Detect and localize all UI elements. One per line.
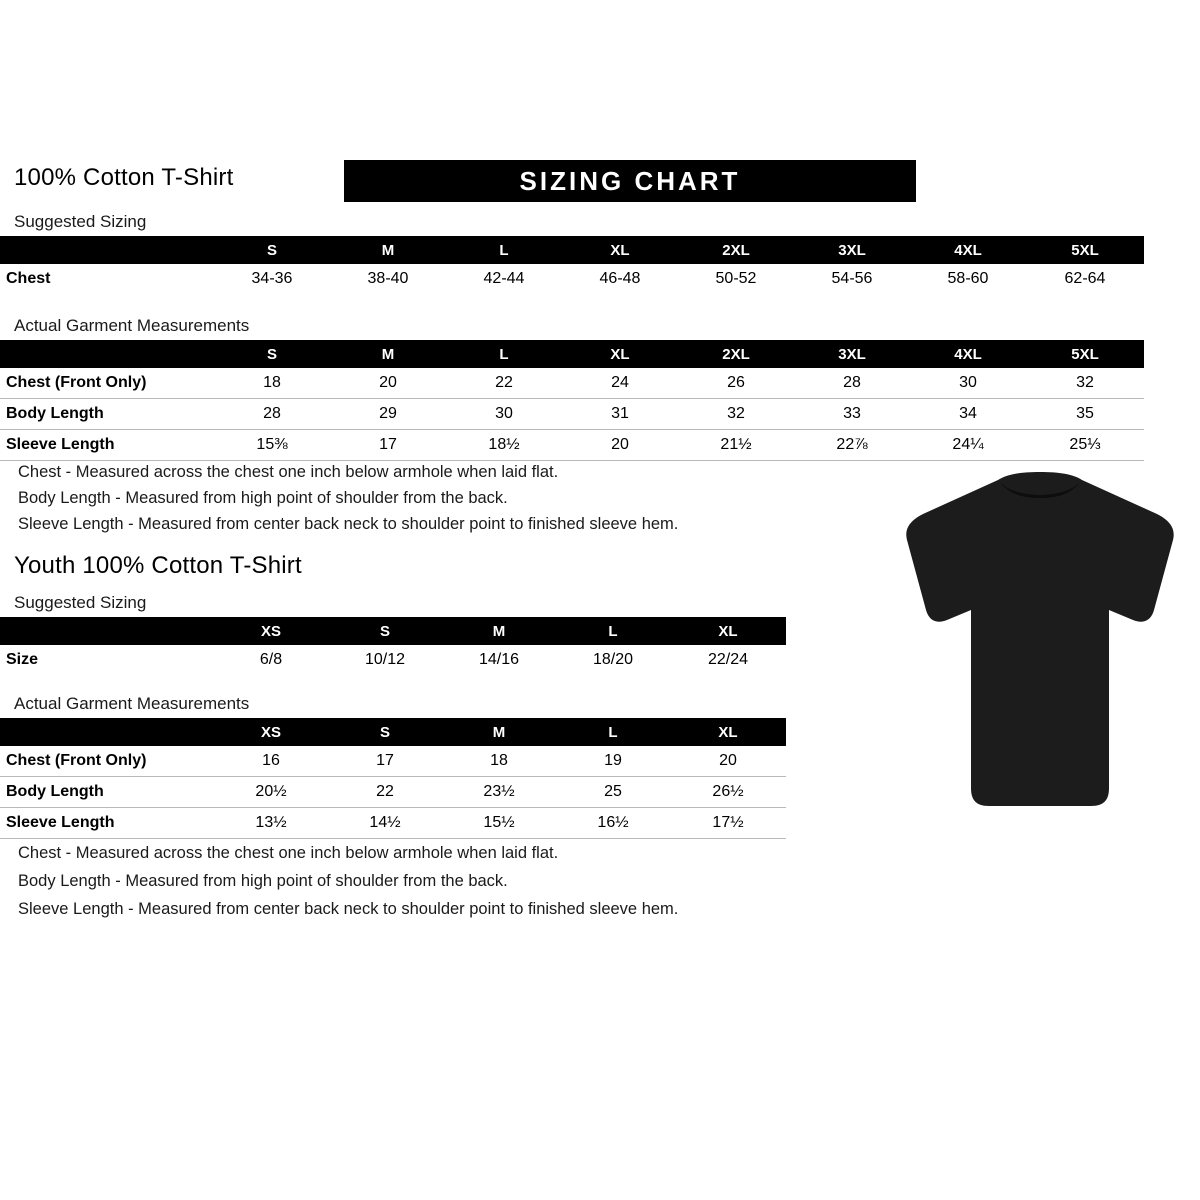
cell-chestfront-xl: 20 [670,746,786,777]
cell-chestfront-xl: 24 [562,368,678,399]
table-row [0,264,1144,294]
cell-bodylength-l: 30 [446,399,562,430]
col-header-l: L [556,617,670,645]
col-header-s: S [328,718,442,746]
cell-sleevelength-2xl: 21½ [678,430,794,461]
col-header-xl: XL [562,236,678,264]
youth-note-body-length: Body Length - Measured from high point of shoulder from the back. [18,872,508,890]
col-header-m: M [330,236,446,264]
col-header-s: S [328,617,442,645]
adult-actual-measurements-table [0,340,1144,461]
cell-sleevelength-xs: 13½ [214,808,328,839]
cell-chest-4xl: 58-60 [947,270,989,287]
page-title: 100% Cotton T-Shirt [14,164,234,191]
youth-actual-measurements-label: Actual Garment Measurements [14,694,250,713]
row-label-chest-front-only: Chest (Front Only) [0,368,214,399]
cell-chestfront-m: 18 [442,746,556,777]
col-header-2xl: 2XL [678,340,794,368]
cell-chest-l: 42-44 [483,270,525,287]
cell-size-s: 10/12 [364,651,406,668]
col-header-blank [0,340,214,368]
adult-note-body-length: Body Length - Measured from high point of shoulder from the back. [18,489,508,507]
cell-sleevelength-s: 15⅜ [214,430,330,461]
col-header-blank [0,617,214,645]
cell-bodylength-m: 29 [330,399,446,430]
col-header-xl: XL [562,340,678,368]
cell-chestfront-m: 20 [330,368,446,399]
cell-bodylength-xs: 20½ [214,777,328,808]
col-header-xs: XS [214,617,328,645]
cell-chest-2xl: 50-52 [715,270,757,287]
cell-chestfront-xs: 16 [214,746,328,777]
cell-chestfront-s: 17 [328,746,442,777]
youth-section-title: Youth 100% Cotton T-Shirt [14,552,302,579]
table-header-row [0,236,1144,264]
col-header-l: L [446,340,562,368]
cell-bodylength-xl: 26½ [670,777,786,808]
sizing-chart-banner [344,160,916,202]
cell-size-xl: 22/24 [707,651,749,668]
col-header-2xl: 2XL [678,236,794,264]
col-header-blank [0,718,214,746]
cell-chest-3xl: 54-56 [831,270,873,287]
cell-bodylength-l: 25 [556,777,670,808]
cell-chest-m: 38-40 [367,270,409,287]
cell-sleevelength-m: 15½ [442,808,556,839]
adult-suggested-sizing-label: Suggested Sizing [14,212,147,231]
col-header-3xl: 3XL [794,340,910,368]
cell-bodylength-s: 28 [214,399,330,430]
col-header-4xl: 4XL [910,340,1026,368]
cell-bodylength-xl: 31 [562,399,678,430]
col-header-m: M [330,340,446,368]
cell-sleevelength-l: 16½ [556,808,670,839]
cell-sleevelength-3xl: 22⅞ [794,430,910,461]
cell-chestfront-3xl: 28 [794,368,910,399]
youth-note-sleeve-length: Sleeve Length - Measured from center back neck to shoulder point to finished sleeve hem. [18,900,679,918]
adult-suggested-sizing-table [0,236,1144,294]
row-label-body-length: Body Length [0,777,214,808]
col-header-3xl: 3XL [794,236,910,264]
youth-actual-measurements-table [0,718,786,839]
cell-bodylength-3xl: 33 [794,399,910,430]
col-header-blank [0,236,214,264]
col-header-m: M [442,718,556,746]
cell-sleevelength-xl: 17½ [670,808,786,839]
cell-chestfront-l: 19 [556,746,670,777]
table-row [0,430,1144,461]
row-label-chest-front-only: Chest (Front Only) [0,746,214,777]
cell-bodylength-m: 23½ [442,777,556,808]
col-header-l: L [556,718,670,746]
cell-chestfront-2xl: 26 [678,368,794,399]
col-header-l: L [446,236,562,264]
t-shirt-icon [895,470,1185,815]
table-header-row [0,617,786,645]
adult-actual-measurements-label: Actual Garment Measurements [14,316,250,335]
cell-bodylength-5xl: 35 [1026,399,1144,430]
cell-size-xs: 6/8 [259,651,283,668]
sizing-chart-banner-label: SIZING CHART [519,166,741,196]
col-header-xl: XL [670,718,786,746]
col-header-5xl: 5XL [1026,236,1144,264]
table-header-row [0,718,786,746]
col-header-xs: XS [214,718,328,746]
table-row [0,645,786,675]
cell-chestfront-5xl: 32 [1026,368,1144,399]
col-header-s: S [214,236,330,264]
cell-bodylength-4xl: 34 [910,399,1026,430]
row-label-sleeve-length: Sleeve Length [0,430,214,461]
youth-suggested-sizing-label: Suggested Sizing [14,593,147,612]
adult-note-sleeve-length: Sleeve Length - Measured from center back neck to shoulder point to finished sleeve hem. [18,515,679,533]
adult-note-chest: Chest - Measured across the chest one inch below armhole when laid flat. [18,463,559,481]
row-label-size: Size [6,651,39,668]
cell-sleevelength-xl: 20 [562,430,678,461]
col-header-4xl: 4XL [910,236,1026,264]
cell-sleevelength-5xl: 25⅓ [1026,430,1144,461]
row-label-chest: Chest [6,270,51,287]
cell-chest-s: 34-36 [251,270,293,287]
table-row [0,746,786,777]
col-header-5xl: 5XL [1026,340,1144,368]
header [14,160,1186,204]
cell-chest-xl: 46-48 [599,270,641,287]
row-label-body-length: Body Length [0,399,214,430]
cell-sleevelength-4xl: 24¼ [910,430,1026,461]
cell-chestfront-l: 22 [446,368,562,399]
table-row [0,399,1144,430]
row-label-sleeve-length: Sleeve Length [0,808,214,839]
table-row [0,777,786,808]
col-header-s: S [214,340,330,368]
cell-sleevelength-s: 14½ [328,808,442,839]
cell-size-m: 14/16 [478,651,520,668]
cell-chestfront-4xl: 30 [910,368,1026,399]
table-header-row [0,340,1144,368]
cell-chestfront-s: 18 [214,368,330,399]
cell-bodylength-s: 22 [328,777,442,808]
youth-note-chest: Chest - Measured across the chest one inch below armhole when laid flat. [18,844,559,862]
cell-sleevelength-l: 18½ [446,430,562,461]
t-shirt-illustration [895,470,1185,815]
cell-sleevelength-m: 17 [330,430,446,461]
cell-size-l: 18/20 [592,651,634,668]
cell-bodylength-2xl: 32 [678,399,794,430]
table-row [0,808,786,839]
table-row [0,368,1144,399]
col-header-xl: XL [670,617,786,645]
col-header-m: M [442,617,556,645]
youth-suggested-sizing-table [0,617,786,675]
cell-chest-5xl: 62-64 [1064,270,1106,287]
